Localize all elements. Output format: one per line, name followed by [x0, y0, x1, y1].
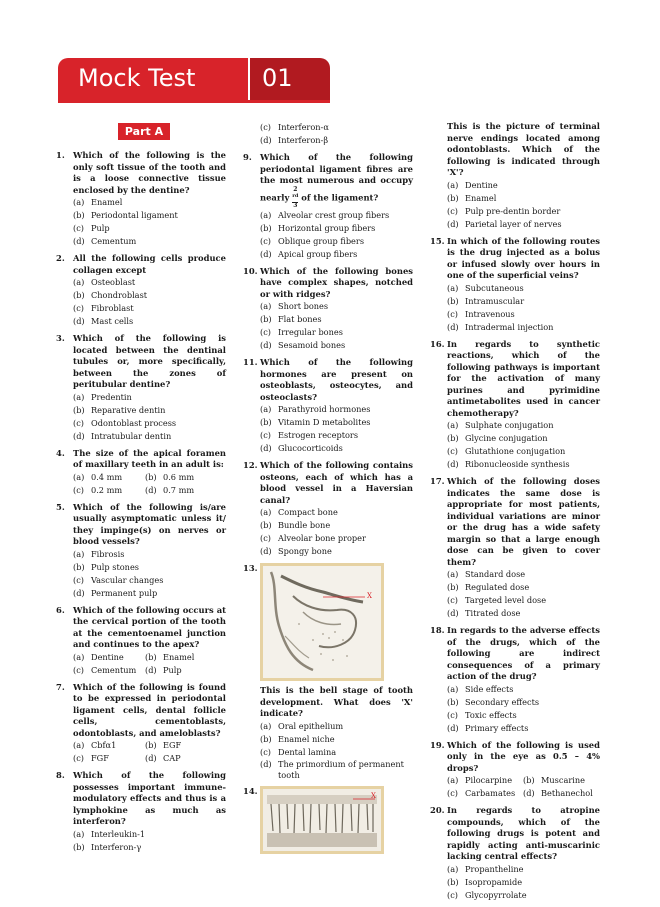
option-c[interactable]: (c) Irregular bones [260, 327, 343, 337]
option-d[interactable]: (d) Sesamoid bones [260, 340, 346, 350]
question-14-continued [430, 121, 600, 231]
option-a[interactable]: (a) Fibrosis [73, 548, 125, 559]
question-text: Which of the following possesses important immune-modulatory effects and thus is a lymphokine as much as interferon? [73, 770, 226, 826]
option-a[interactable]: (a) Compact bone [260, 507, 338, 517]
question-18 [430, 625, 600, 735]
question-text: All the following cells produce collagen except [73, 253, 226, 275]
option-a[interactable]: (a) Side effects [447, 683, 514, 694]
figure-marker-x: X [367, 592, 372, 600]
question-number: 7. [56, 681, 65, 692]
option-b[interactable]: (b) Muscarine [523, 775, 585, 785]
option-c[interactable]: (c) Glutathione conjugation [447, 446, 566, 456]
option-a[interactable]: (a) Osteoblast [73, 277, 136, 287]
column-1 [56, 150, 226, 859]
option-d[interactable]: (d) Interferon-β [260, 135, 329, 145]
question-4 [56, 448, 226, 497]
option-b[interactable]: (b) Enamel [447, 192, 497, 203]
question-text: Which of the following is located between the dentinal tubules or, more specifically, between the zones of peritubular dentine? [73, 333, 226, 389]
option-b[interactable]: (b) Periodontal ligament [73, 210, 178, 220]
option-c[interactable]: (c) Oblique group fibers [260, 235, 365, 246]
option-b[interactable]: (b) Chondroblast [73, 290, 148, 300]
question-number: 9. [243, 152, 252, 162]
question-text: This is the bell stage of tooth development. What does 'X' indicate? [260, 685, 413, 718]
option-a[interactable]: (a) Propantheline [447, 863, 524, 874]
question-number: 6. [56, 604, 65, 615]
question-text: Which of the following hormones are present on osteoblasts, osteocytes, and osteoclasts? [260, 357, 413, 402]
question-20 [430, 805, 600, 902]
option-b[interactable]: (b) Regulated dose [447, 582, 530, 592]
option-d[interactable]: (d) Cementum [73, 236, 137, 246]
question-text: Which of the following contains osteons, each of which has a blood vessel in a Haversian canal? [260, 460, 413, 505]
option-c[interactable]: (c) Targeted level dose [447, 595, 547, 605]
option-a[interactable]: (a) Dentine [447, 179, 498, 190]
option-d[interactable]: (d) Intratubular dentin [73, 430, 172, 441]
option-a[interactable]: (a) 0.4 mm [73, 471, 123, 482]
option-d[interactable]: (d) Intradermal injection [447, 321, 554, 332]
question-text: The size of the apical foramen of maxillary teeth in an adult is: [73, 447, 226, 469]
option-d[interactable]: (d) 0.7 mm [145, 484, 195, 495]
option-b[interactable]: (b) EGF [145, 740, 182, 750]
option-b[interactable]: (b) Pulp stones [73, 561, 139, 572]
header-banner [0, 58, 330, 102]
question-number: 5. [56, 501, 65, 512]
question-14 [243, 786, 413, 854]
question-number: 4. [56, 447, 65, 458]
option-a[interactable]: (a) Alveolar crest group fibers [260, 209, 390, 220]
question-number: 16. [430, 338, 445, 349]
question-text: Which of the following is used only in the eye as 0.5 – 4% drops? [447, 739, 600, 773]
option-a[interactable]: (a) Predentin [73, 391, 132, 402]
question-1 [56, 150, 226, 248]
option-b[interactable]: (b) Interferon-γ [73, 841, 142, 852]
question-text: Which of the following is/are usually asymptomatic unless it/ they impinge(s) on nerves or blood vessels? [73, 501, 226, 546]
bell-stage-figure [260, 563, 384, 681]
option-a[interactable]: (a) Subcutaneous [447, 282, 524, 293]
option-c[interactable]: (c) Pulp pre-dentin border [447, 205, 561, 216]
option-c[interactable]: (c) FGF [73, 753, 109, 763]
question-text: In regards to synthetic reactions, which of the following pathways is important for the activation of many purines and pyrimidine antimetabolites used in cancer chemotherapy? [447, 338, 600, 418]
question-number: 17. [430, 476, 445, 486]
option-b[interactable]: (b) Enamel niche [260, 733, 335, 744]
question-text: In regards to the adverse effects of the drugs, which of the following are indirect consequences of a primary action of the drug? [447, 625, 600, 681]
question-text: Which of the following occurs at the cervical portion of the tooth at the cementoenamel junction and continues to the apex? [73, 604, 226, 649]
option-a[interactable]: (a) Standard dose [447, 569, 526, 579]
part-label: Part A [118, 123, 170, 140]
question-3 [56, 333, 226, 443]
banner-number-box [250, 58, 330, 102]
question-8-continued [243, 121, 413, 147]
question-15 [430, 236, 600, 334]
question-number: 13. [243, 563, 258, 573]
option-c[interactable]: (c) Interferon-α [260, 122, 329, 132]
question-11 [243, 357, 413, 455]
question-text: In which of the following routes is the drug injected as a bolus or infused slowly over hours in one of the superficial veins? [447, 235, 600, 280]
question-7 [56, 682, 226, 766]
option-c[interactable]: (c) Estrogen receptors [260, 430, 359, 440]
question-8 [56, 770, 226, 854]
question-number: 12. [243, 460, 258, 470]
question-number: 2. [56, 253, 65, 263]
question-text: Which of the following bones have complex shapes, notched or with ridges? [260, 265, 413, 299]
option-d[interactable]: (d) Ribonucleoside synthesis [447, 459, 570, 469]
option-a[interactable]: (a) Interleukin-1 [73, 828, 146, 839]
option-c[interactable]: (c) Dental lamina [260, 746, 337, 757]
option-d[interactable]: (d) Apical group fibers [260, 248, 358, 259]
question-19 [430, 740, 600, 801]
option-d[interactable]: (d) Mast cells [73, 316, 134, 326]
column-2 [243, 121, 413, 859]
question-text: In regards to atropine compounds, which of the following drugs is potent and rapidly acting anti-muscarinic lacking central effects? [447, 805, 600, 861]
question-17 [430, 476, 600, 620]
odontoblast-histology-image [263, 789, 381, 851]
two-thirds-fraction: 2 $^{rd}$ 3 [292, 185, 299, 209]
option-d[interactable]: (d) Pulp [145, 664, 182, 675]
question-number: 11. [243, 357, 258, 367]
option-b[interactable]: (b) Intramuscular [447, 295, 525, 306]
question-number: 19. [430, 739, 445, 750]
column-3 [430, 121, 600, 907]
question-number: 3. [56, 333, 65, 343]
option-d[interactable]: (d) Bethanechol [523, 788, 593, 798]
option-a[interactable]: (a) Oral epithelium [260, 720, 344, 731]
option-b[interactable]: (b) Isopropamide [447, 876, 523, 887]
option-a[interactable]: (a) Parathyroid hormones [260, 404, 371, 414]
figure-marker-x: X [371, 791, 376, 800]
option-a[interactable]: (a) Short bones [260, 301, 329, 311]
option-c[interactable]: (c) Alveolar bone proper [260, 533, 366, 543]
option-a[interactable]: (a) Sulphate conjugation [447, 420, 554, 430]
question-number: 18. [430, 625, 445, 635]
question-13 [243, 563, 413, 781]
question-9 [243, 152, 413, 261]
option-b[interactable]: (b) Bundle bone [260, 520, 331, 530]
option-c[interactable]: (c) Carbamates [447, 788, 516, 798]
option-a[interactable]: (a) Cbfα1 [73, 740, 117, 750]
option-b[interactable]: (b) Flat bones [260, 314, 322, 324]
option-a[interactable]: (a) Enamel [73, 197, 123, 207]
question-text: Which of the following is found to be expressed in periodontal ligament cells, dental follicle cells, cementoblasts, odontoblasts, and ameloblasts? [73, 681, 226, 738]
question-text: This is the picture of terminal nerve endings located among odontoblasts. Which of the following is indicated through 'X'? [447, 121, 600, 177]
option-d[interactable]: (d) Titrated dose [447, 608, 521, 618]
question-16 [430, 339, 600, 472]
option-b[interactable]: (b) Secondary effects [447, 696, 540, 707]
question-number: 14. [243, 785, 258, 796]
question-10 [243, 266, 413, 353]
question-text: Which of the following doses indicates the same dose is appropriate for most patients, individual variations are minor or the drug has a wide safety margin so that a large enough dose can be given to cover them? [447, 476, 600, 567]
option-b[interactable]: (b) Vitamin D metabolites [260, 417, 371, 427]
option-b[interactable]: (b) Glycine conjugation [447, 433, 548, 443]
option-d[interactable]: (d) Primary effects [447, 722, 529, 733]
option-c[interactable]: (c) Odontoblast process [73, 417, 177, 428]
option-c[interactable]: (c) Vascular changes [73, 574, 164, 585]
option-c[interactable]: (c) Intravenous [447, 308, 515, 319]
option-c[interactable]: (c) Fibroblast [73, 303, 134, 313]
bell-stage-histology-image [263, 566, 381, 678]
option-d[interactable]: (d) Parietal layer of nerves [447, 218, 562, 229]
option-c[interactable]: (c) 0.2 mm [73, 484, 123, 495]
option-b[interactable]: (b) Enamel [145, 651, 195, 662]
option-a[interactable]: (a) Dentine [73, 651, 124, 662]
option-d[interactable]: (d) CAP [145, 753, 181, 763]
option-d[interactable]: (d) Glucocorticoids [260, 443, 343, 453]
option-d[interactable]: (d) Spongy bone [260, 546, 332, 556]
question-2 [56, 253, 226, 328]
question-text: Which of the following is the only soft tissue of the tooth and is a loose connective tissue enclosed by the dentine? [73, 150, 226, 195]
question-5 [56, 502, 226, 600]
question-number: 8. [56, 770, 65, 780]
question-number: 20. [430, 805, 445, 815]
header-divider [58, 100, 330, 103]
option-a[interactable]: (a) Pilocarpine [447, 775, 513, 785]
option-c[interactable]: (c) Cementum [73, 664, 137, 675]
question-6 [56, 605, 226, 677]
question-text: Which of the following periodontal ligament fibres are the most numerous and occupy nearly 2 $^{rd}$ 3 of the ligament? [260, 152, 413, 209]
page-title: Mock Test [78, 64, 196, 92]
test-number: 01 [262, 64, 293, 92]
option-c[interactable]: (c) Toxic effects [447, 709, 517, 720]
question-number: 10. [243, 265, 258, 276]
option-c[interactable]: (c) Pulp [73, 223, 110, 233]
question-number: 15. [430, 235, 445, 246]
question-number: 1. [56, 150, 65, 160]
option-d[interactable]: (d) Permanent pulp [73, 587, 158, 598]
option-b[interactable]: (b) 0.6 mm [145, 471, 195, 482]
nerve-endings-figure [260, 786, 384, 854]
option-b[interactable]: (b) Horizontal group fibers [260, 222, 376, 233]
option-b[interactable]: (b) Reparative dentin [73, 404, 166, 415]
question-12 [243, 460, 413, 558]
option-c[interactable]: (c) Glycopyrrolate [447, 889, 527, 900]
option-d[interactable]: (d) The primordium of permanent tooth [260, 758, 404, 780]
